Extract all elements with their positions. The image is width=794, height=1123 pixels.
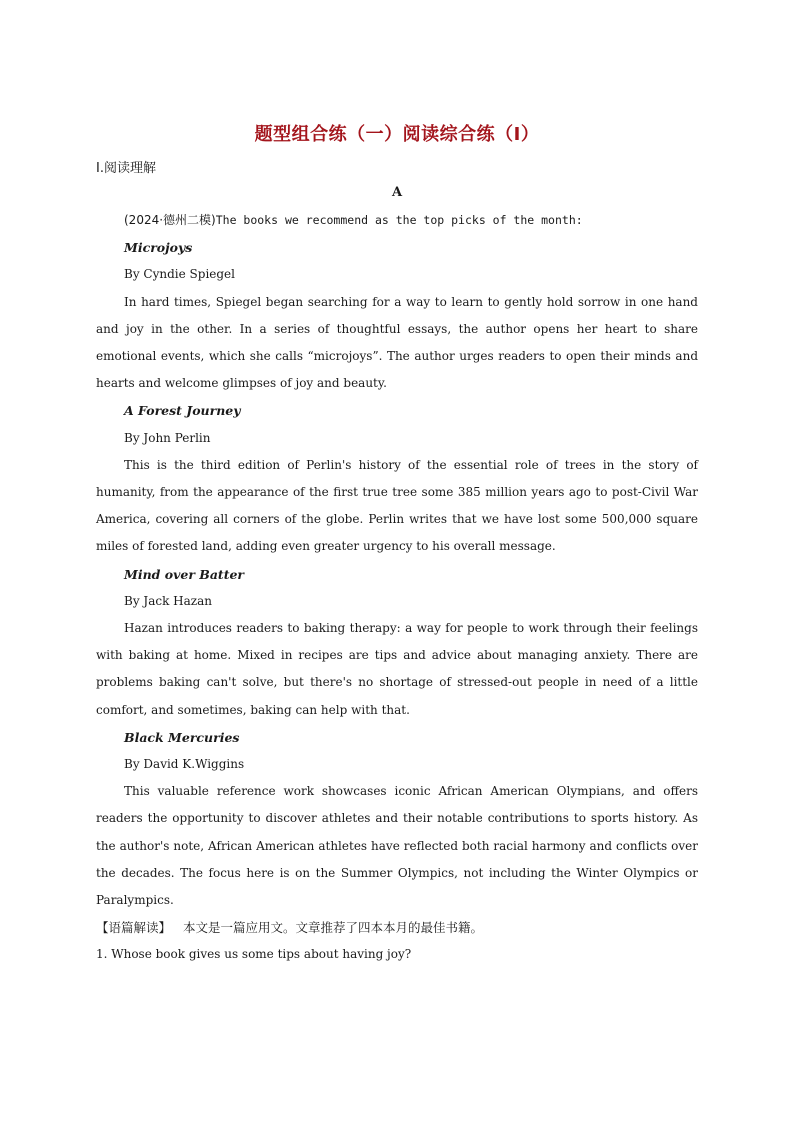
book-author: By David K.Wiggins	[124, 757, 245, 772]
passage-body	[96, 207, 698, 969]
book-author: By Cyndie Spiegel	[124, 267, 235, 282]
passage-analysis	[96, 914, 698, 941]
book-title: Black Mercuries	[124, 729, 240, 745]
intro-text: The books we recommend as the top picks of the month:	[215, 213, 583, 227]
book-description: Hazan introduces readers to baking therapy: a way for people to work through their feelings with baking at home. Mixed in recipes are tips and advice about managing anxiety. There are problems baking can't solve, but there's no shortage of stressed-out people in need of a little comfort, and sometimes, baking can help with that.	[96, 621, 698, 717]
analysis-text: 本文是一篇应用文。文章推荐了四本本月的最佳书籍。	[183, 920, 484, 936]
question-1: 1. Whose book gives us some tips about having joy?	[96, 947, 412, 962]
book-description: This valuable reference work showcases iconic African American Olympians, and offers readers the opportunity to discover athletes and their notable contributions to sports history. As the author's note, African American athletes have reflected both racial harmony and conflicts over the decades. The focus here is on the Summer Olympics, not including the Winter Olympics or Paralympics.	[96, 784, 698, 908]
book-description: In hard times, Spiegel began searching for a way to learn to gently hold sorrow in one hand and joy in the other. In a series of thoughtful essays, the author opens her heart to share emotional events, which she calls “microjoys”. The author urges readers to open their minds and hearts and welcome glimpses of joy and beauty.	[96, 294, 698, 391]
book-author: By Jack Hazan	[124, 593, 213, 608]
page-title: 题型组合练（一）阅读综合练（Ⅰ）	[254, 124, 540, 145]
part-label: A	[391, 185, 403, 200]
section-heading: Ⅰ.阅读理解	[96, 161, 156, 176]
book-title: Mind over Batter	[124, 566, 245, 582]
book-title: Microjoys	[124, 240, 193, 256]
book-description: This is the third edition of Perlin's history of the essential role of trees in the story of humanity, from the appearance of the first true tree some 385 million years ago to post-Civil War America, covering all corners of the globe. Perlin writes that we have lost some 500,000 square miles of forested land, adding even greater urgency to his overall message.	[96, 457, 698, 554]
book-title: A Forest Journey	[124, 403, 241, 419]
intro-source: (2024·德州二模)	[124, 213, 216, 227]
intro-line	[96, 207, 698, 234]
analysis-tag: 【语篇解读】	[96, 920, 172, 936]
book-author: By John Perlin	[124, 430, 211, 445]
